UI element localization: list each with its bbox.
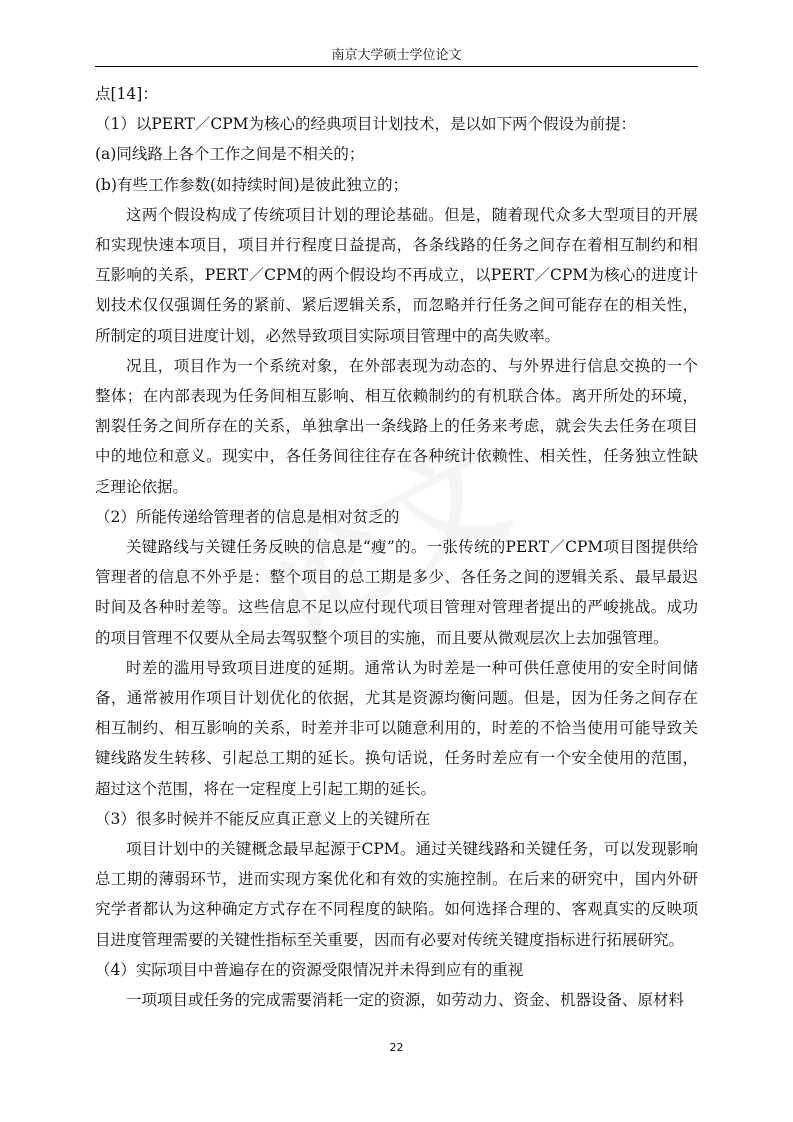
assumption-a: (a)同线路上各个工作之间是不相关的； bbox=[95, 145, 365, 164]
numbered-item-4: （4）实际项目中普遍存在的资源受限情况并未得到应有的重视 bbox=[95, 960, 524, 979]
paragraph: 况且，项目作为一个系统对象，在外部表现为动态的、与外界进行信息交换的一个整体；在内部表现为任务间相互影响、相互依赖制约的有机联合体。离开所处的环境，割裂任务之间所存在的关系，单独拿出一条线路上的任务来考虑，就会失去任务在项目中的地位和意义。现实中，各任务间往往存在各种统计依赖性、相关性，任务独立性缺乏理论依据。 bbox=[95, 356, 698, 496]
paragraph: 一项项目或任务的完成需要消耗一定的资源，如劳动力、资金、机器设备、原材料 bbox=[126, 991, 685, 1010]
paragraph: 时差的滥用导致项目进度的延期。通常认为时差是一种可供任意使用的安全时间储备，通常被用作项目计划优化的依据，尤其是资源均衡问题。但是，因为任务之间存在相互制约、相互影响的关系，时差并非可以随意利用的，时差的不恰当使用可能导致关键线路发生转移、引起总工期的延长。换句话说，任务时差应有一个安全使用的范围，超过这个范围，将在一定程度上引起工期的延长。 bbox=[95, 658, 698, 798]
running-header bbox=[95, 46, 698, 67]
numbered-item-3: （3）很多时候并不能反应真正意义上的关键所在 bbox=[95, 809, 431, 828]
paragraph: 关键路线与关键任务反映的信息是“瘦”的。一张传统的PERT／CPM项目图提供给管理者的信息不外乎是：整个项目的总工期是多少、各任务之间的逻辑关系、最早最迟时间及各种时差等。这些信息不足以应付现代项目管理对管理者提出的严峻挑战。成功的项目管理不仅要从全局去驾驭整个项目的实施，而且要从微观层次上去加强管理。 bbox=[95, 538, 698, 647]
numbered-item-2: （2）所能传递给管理者的信息是相对贫乏的 bbox=[95, 507, 400, 526]
header-title: 南京大学硕士学位论文 bbox=[331, 48, 462, 63]
numbered-item-1: （1）以PERT／CPM为核心的经典项目计划技术，是以如下两个假设为前提： bbox=[95, 115, 637, 134]
page-number: 22 bbox=[389, 1041, 404, 1054]
paragraph: 这两个假设构成了传统项目计划的理论基础。但是，随着现代众多大型项目的开展和实现快速本项目，项目并行程度日益提高，各条线路的任务之间存在着相互制约和相互影响的关系，PERT／CPM的两个假设均不再成立，以PERT／CPM为核心的进度计划技术仅仅强调任务的紧前、紧后逻辑关系，而忽略并行任务之间可能存在的相关性，所制定的项目进度计划，必然导致项目实际项目管理中的高失败率。 bbox=[95, 205, 698, 345]
paragraph-continuation: 点[14]： bbox=[95, 85, 158, 103]
assumption-b: (b)有些工作参数(如持续时间)是彼此独立的； bbox=[95, 175, 409, 194]
body-text bbox=[95, 79, 698, 1015]
paragraph: 项目计划中的关键概念最早起源于CPM。通过关键线路和关键任务，可以发现影响总工期的薄弱环节，进而实现方案优化和有效的实施控制。在后来的研究中，国内外研究学者都认为这种确定方式存在不同程度的缺陷。如何选择合理的、客观真实的反映项目进度管理需要的关键性指标至关重要，因而有必要对传统关键度指标进行拓展研究。 bbox=[95, 840, 698, 949]
